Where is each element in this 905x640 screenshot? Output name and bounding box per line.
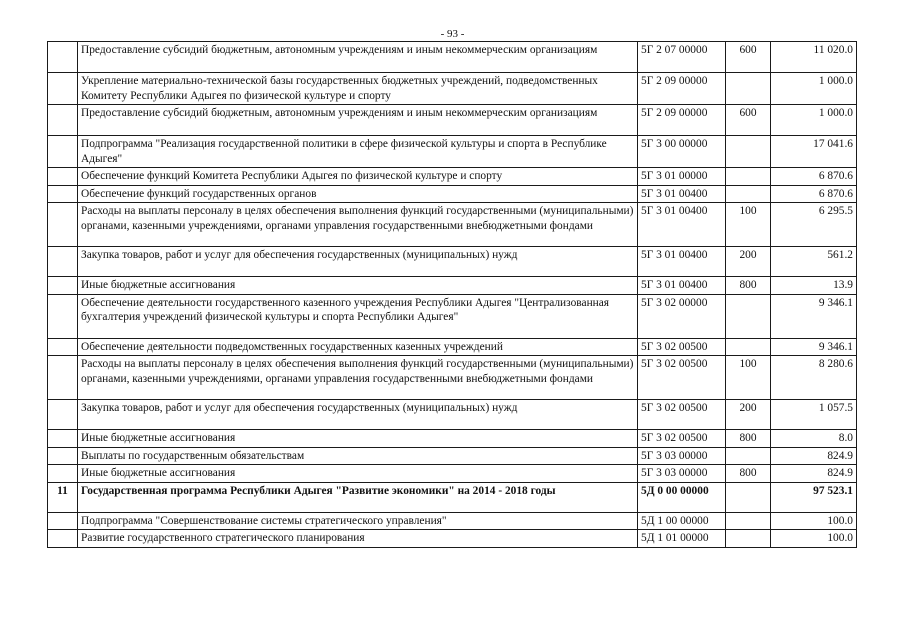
budget-code-cell: 5Г 3 02 00500 — [638, 430, 726, 448]
amount-cell: 6 870.6 — [771, 168, 857, 186]
expense-type-cell — [726, 294, 771, 338]
expense-type-cell: 200 — [726, 247, 771, 277]
budget-code-cell: 5Г 3 02 00500 — [638, 356, 726, 400]
budget-code-cell: 5Г 3 01 00400 — [638, 185, 726, 203]
item-name-cell: Обеспечение деятельности подведомственных государственных казенных учреждений — [78, 338, 638, 356]
row-number-cell: 11 — [48, 482, 78, 512]
budget-code-cell: 5Г 3 02 00000 — [638, 294, 726, 338]
budget-code-cell: 5Д 0 00 00000 — [638, 482, 726, 512]
budget-table-body — [48, 42, 857, 548]
row-number-cell — [48, 465, 78, 483]
table-row — [48, 447, 857, 465]
table-row — [48, 168, 857, 186]
table-row — [48, 294, 857, 338]
amount-cell: 97 523.1 — [771, 482, 857, 512]
table-row — [48, 105, 857, 136]
expense-type-cell — [726, 136, 771, 168]
amount-cell: 824.9 — [771, 465, 857, 483]
row-number-cell — [48, 247, 78, 277]
expense-type-cell: 600 — [726, 105, 771, 136]
row-number-cell — [48, 430, 78, 448]
amount-cell: 17 041.6 — [771, 136, 857, 168]
row-number-cell — [48, 338, 78, 356]
budget-code-cell: 5Г 3 03 00000 — [638, 465, 726, 483]
item-name-cell: Подпрограмма "Совершенствование системы стратегического управления" — [78, 512, 638, 530]
budget-code-cell: 5Г 2 07 00000 — [638, 42, 726, 73]
budget-code-cell: 5Д 1 01 00000 — [638, 530, 726, 548]
table-row — [48, 530, 857, 548]
row-number-cell — [48, 512, 78, 530]
item-name-cell: Расходы на выплаты персоналу в целях обеспечения выполнения функций государственными (муниципальными) органами, казенными учреждениями, органами управления государственными внебюджетными фондами — [78, 356, 638, 400]
expense-type-cell — [726, 447, 771, 465]
table-row — [48, 73, 857, 105]
budget-code-cell: 5Г 3 01 00400 — [638, 203, 726, 247]
expense-type-cell: 100 — [726, 203, 771, 247]
table-row — [48, 247, 857, 277]
budget-code-cell: 5Г 2 09 00000 — [638, 105, 726, 136]
table-row — [48, 465, 857, 483]
amount-cell: 100.0 — [771, 530, 857, 548]
amount-cell: 6 295.5 — [771, 203, 857, 247]
amount-cell: 1 000.0 — [771, 105, 857, 136]
row-number-cell — [48, 168, 78, 186]
table-row — [48, 430, 857, 448]
amount-cell: 561.2 — [771, 247, 857, 277]
expense-type-cell — [726, 482, 771, 512]
item-name-cell: Закупка товаров, работ и услуг для обеспечения государственных (муниципальных) нужд — [78, 247, 638, 277]
table-row — [48, 185, 857, 203]
row-number-cell — [48, 203, 78, 247]
item-name-cell: Иные бюджетные ассигнования — [78, 277, 638, 295]
budget-code-cell: 5Д 1 00 00000 — [638, 512, 726, 530]
amount-cell: 8 280.6 — [771, 356, 857, 400]
amount-cell: 13.9 — [771, 277, 857, 295]
budget-code-cell: 5Г 3 00 00000 — [638, 136, 726, 168]
amount-cell: 824.9 — [771, 447, 857, 465]
table-row — [48, 482, 857, 512]
expense-type-cell: 800 — [726, 277, 771, 295]
row-number-cell — [48, 530, 78, 548]
expense-type-cell — [726, 185, 771, 203]
item-name-cell: Иные бюджетные ассигнования — [78, 430, 638, 448]
row-number-cell — [48, 136, 78, 168]
item-name-cell: Закупка товаров, работ и услуг для обеспечения государственных (муниципальных) нужд — [78, 400, 638, 430]
expense-type-cell: 100 — [726, 356, 771, 400]
budget-code-cell: 5Г 3 01 00400 — [638, 277, 726, 295]
budget-code-cell: 5Г 3 01 00400 — [638, 247, 726, 277]
item-name-cell: Обеспечение функций государственных органов — [78, 185, 638, 203]
table-row — [48, 512, 857, 530]
item-name-cell: Подпрограмма "Реализация государственной политики в сфере физической культуры и спорта в Республике Адыгея" — [78, 136, 638, 168]
expense-type-cell: 800 — [726, 465, 771, 483]
budget-code-cell: 5Г 3 03 00000 — [638, 447, 726, 465]
item-name-cell: Обеспечение функций Комитета Республики Адыгея по физической культуре и спорту — [78, 168, 638, 186]
item-name-cell: Предоставление субсидий бюджетным, автономным учреждениям и иным некоммерческим организациям — [78, 42, 638, 73]
table-row — [48, 136, 857, 168]
item-name-cell: Укрепление материально-технической базы государственных бюджетных учреждений, подведомственных Комитету Республики Адыгея по физической культуре и спорту — [78, 73, 638, 105]
row-number-cell — [48, 277, 78, 295]
expense-type-cell — [726, 338, 771, 356]
expense-type-cell: 200 — [726, 400, 771, 430]
row-number-cell — [48, 447, 78, 465]
amount-cell: 100.0 — [771, 512, 857, 530]
amount-cell: 6 870.6 — [771, 185, 857, 203]
table-row — [48, 203, 857, 247]
row-number-cell — [48, 73, 78, 105]
expense-type-cell — [726, 73, 771, 105]
amount-cell: 11 020.0 — [771, 42, 857, 73]
row-number-cell — [48, 42, 78, 73]
amount-cell: 1 000.0 — [771, 73, 857, 105]
budget-code-cell: 5Г 2 09 00000 — [638, 73, 726, 105]
item-name-cell: Иные бюджетные ассигнования — [78, 465, 638, 483]
budget-code-cell: 5Г 3 02 00500 — [638, 400, 726, 430]
table-row — [48, 400, 857, 430]
item-name-cell: Выплаты по государственным обязательствам — [78, 447, 638, 465]
amount-cell: 9 346.1 — [771, 338, 857, 356]
item-name-cell: Государственная программа Республики Адыгея "Развитие экономики" на 2014 - 2018 годы — [78, 482, 638, 512]
row-number-cell — [48, 294, 78, 338]
amount-cell: 9 346.1 — [771, 294, 857, 338]
budget-code-cell: 5Г 3 01 00000 — [638, 168, 726, 186]
row-number-cell — [48, 105, 78, 136]
budget-table — [47, 41, 857, 548]
expense-type-cell — [726, 530, 771, 548]
row-number-cell — [48, 356, 78, 400]
item-name-cell: Расходы на выплаты персоналу в целях обеспечения выполнения функций государственными (муниципальными) органами, казенными учреждениями, органами управления государственными внебюджетными фондами — [78, 203, 638, 247]
budget-code-cell: 5Г 3 02 00500 — [638, 338, 726, 356]
table-row — [48, 356, 857, 400]
item-name-cell: Предоставление субсидий бюджетным, автономным учреждениям и иным некоммерческим организациям — [78, 105, 638, 136]
amount-cell: 8.0 — [771, 430, 857, 448]
page-number: - 93 - — [440, 28, 465, 40]
expense-type-cell — [726, 168, 771, 186]
table-row — [48, 42, 857, 73]
expense-type-cell — [726, 512, 771, 530]
expense-type-cell: 600 — [726, 42, 771, 73]
expense-type-cell: 800 — [726, 430, 771, 448]
table-row — [48, 338, 857, 356]
item-name-cell: Развитие государственного стратегического планирования — [78, 530, 638, 548]
row-number-cell — [48, 400, 78, 430]
table-row — [48, 277, 857, 295]
item-name-cell: Обеспечение деятельности государственного казенного учреждения Республики Адыгея "Централизованная бухгалтерия учреждений физической культуры и спорта Республики Адыгея" — [78, 294, 638, 338]
amount-cell: 1 057.5 — [771, 400, 857, 430]
row-number-cell — [48, 185, 78, 203]
